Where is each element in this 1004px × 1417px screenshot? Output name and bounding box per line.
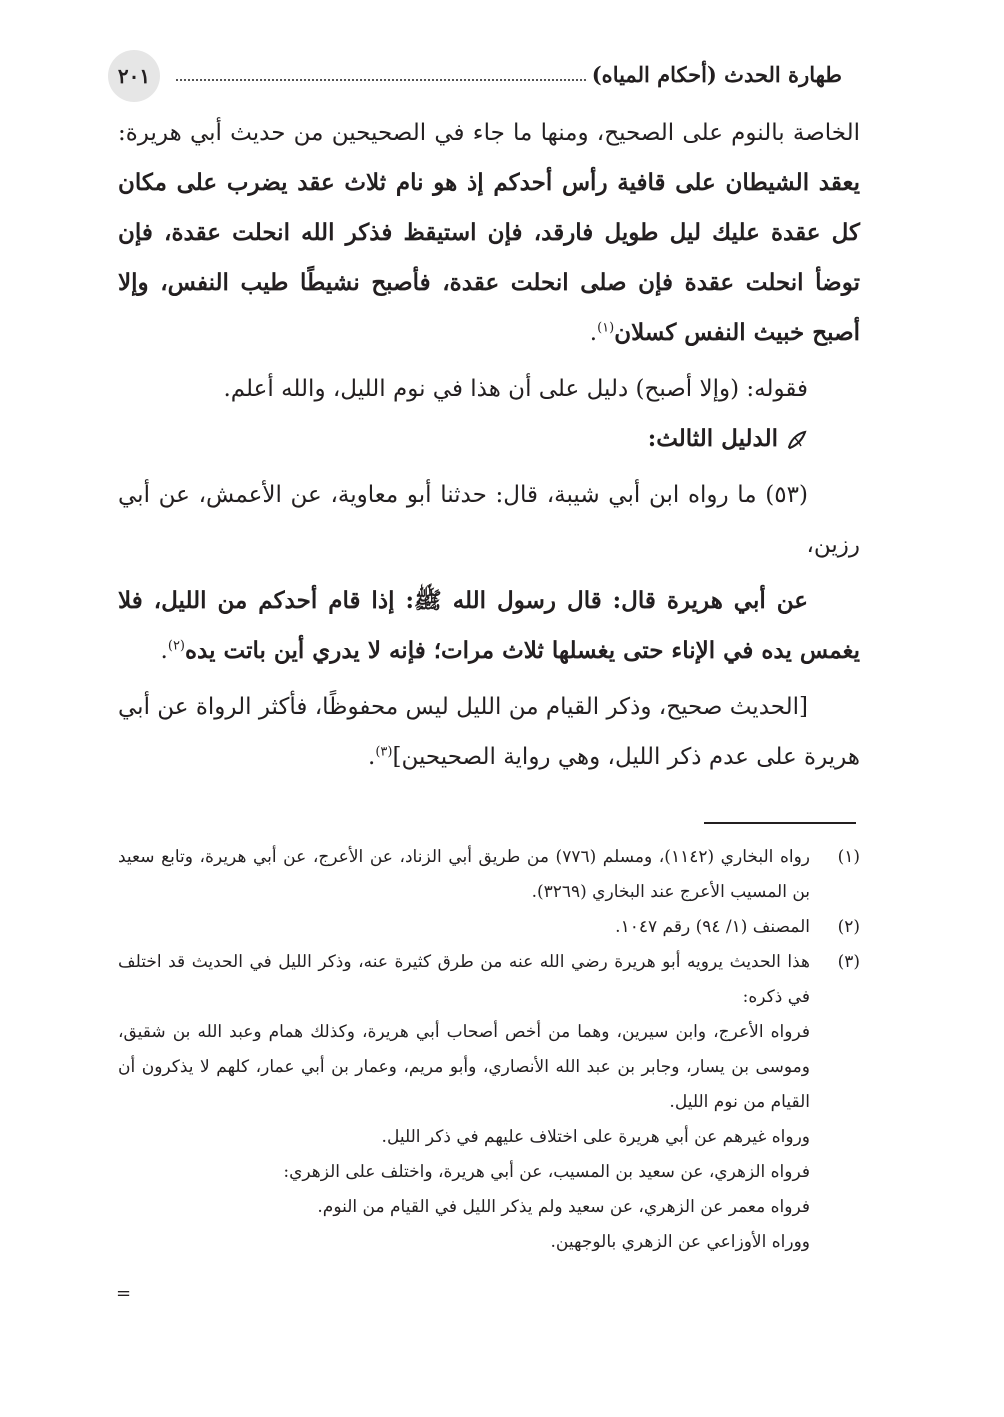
footnote-3 (118, 945, 860, 1015)
header-dotted-leader (176, 67, 586, 81)
footnote-3-line-2: فرواه الأعرج، وابن سيرين، وهما من أخص أصحاب أبي هريرة، وكذلك همام وعبد الله بن شقيق، وموسى بن يسار، وجابر بن عبد الله الأنصاري، وأبو مريم، وعمار بن أبي عمار، كلهم لا يذكرون أن القيام من نوم الليل. (118, 1022, 810, 1112)
footnote-1 (118, 840, 860, 910)
footnote-ref-2[interactable]: (٢) (167, 638, 185, 654)
footnote-2-text: المصنف (١/ ٩٤) رقم ١٠٤٧. (615, 917, 810, 937)
footnote-3-text: هذا الحديث يرويه أبو هريرة رضي الله عنه من طرق كثيرة عنه، وذكر الليل في الحديث قد اختلف في ذكره: (118, 952, 810, 1007)
footnote-2 (118, 910, 860, 945)
footnote-1-text: رواه البخاري (١١٤٢)، ومسلم (٧٧٦) من طريق أبي الزناد، عن الأعرج، عن أبي هريرة، وتابع سعيد بن المسيب الأعرج عند البخاري (٣٢٦٩). (118, 847, 811, 902)
footnote-separator (704, 822, 856, 824)
paragraph-4-end: . (160, 638, 168, 664)
paragraph-1-intro: الخاصة بالنوم على الصحيح، ومنها ما جاء في الصحيحين من حديث أبي هريرة: (118, 120, 860, 146)
hadith-text-1: يعقد الشيطان على قافية رأس أحدكم إذ هو نام ثلاث عقد يضرب على مكان كل عقدة عليك ليل طويل فارقد، فإن استيقظ فذكر الله انحلت عقدة، فإن توضأ انحلت عقدة فإن صلى انحلت عقدة، فأصبح نشيطًا طيب النفس، وإلا أصبح خبيث النفس كسلان (118, 169, 860, 346)
footnote-2-number: (٢) (837, 917, 860, 937)
footnote-ref-1[interactable]: (١) (597, 320, 615, 336)
footnote-1-number: (١) (837, 847, 860, 867)
footnote-3-line-3: ورواه غيرهم عن أبي هريرة على اختلاف عليهم في ذكر الليل. (381, 1127, 810, 1147)
section-heading (118, 414, 860, 464)
paragraph-4 (118, 576, 860, 676)
continuation-mark: = (116, 1283, 132, 1304)
paragraph-5 (118, 682, 860, 782)
paragraph-3: (٥٣) ما رواه ابن أبي شيبة، قال: حدثنا أبو معاوية، عن الأعمش، عن أبي رزين، (118, 482, 860, 558)
running-header (172, 56, 842, 92)
paragraph-1-end: . (589, 320, 598, 346)
page-number: ٢٠١ (108, 50, 160, 102)
grading-note: [الحديث صحيح، وذكر القيام من الليل ليس محفوظًا، فأكثر الرواة عن أبي هريرة على عدم ذكر الليل، وهي رواية الصحيحين] (118, 694, 860, 770)
footnote-3-line-6: ووراه الأوزاعي عن الزهري بالوجهين. (550, 1232, 810, 1252)
paragraph-1 (118, 108, 860, 358)
paragraph-2: فقوله: (وإلا أصبح) دليل على أن هذا في نوم الليل، والله أعلم. (223, 376, 808, 402)
chapter-title: طهارة الحدث (أحكام المياه) (591, 61, 842, 87)
paragraph-5-end: . (368, 744, 376, 770)
section-heading-text: الدليل الثالث: (647, 425, 778, 452)
footnote-3-number: (٣) (837, 952, 860, 972)
main-text (118, 108, 860, 782)
leaf-ornament-icon (786, 429, 808, 451)
footnote-3-line-4: فرواه الزهري، عن سعيد بن المسيب، عن أبي هريرة، واختلف على الزهري: (283, 1162, 810, 1182)
footnote-3-line-5: فرواه معمر عن الزهري، عن سعيد ولم يذكر الليل في القيام من النوم. (317, 1197, 810, 1217)
hadith-text-2: عن أبي هريرة قال: قال رسول الله ﷺ: إذا قام أحدكم من الليل، فلا يغمس يده في الإناء حتى يغسلها ثلاث مرات؛ فإنه لا يدري أين باتت يده (118, 587, 860, 664)
footnote-ref-3[interactable]: (٣) (375, 744, 393, 760)
footnotes (118, 840, 860, 1260)
